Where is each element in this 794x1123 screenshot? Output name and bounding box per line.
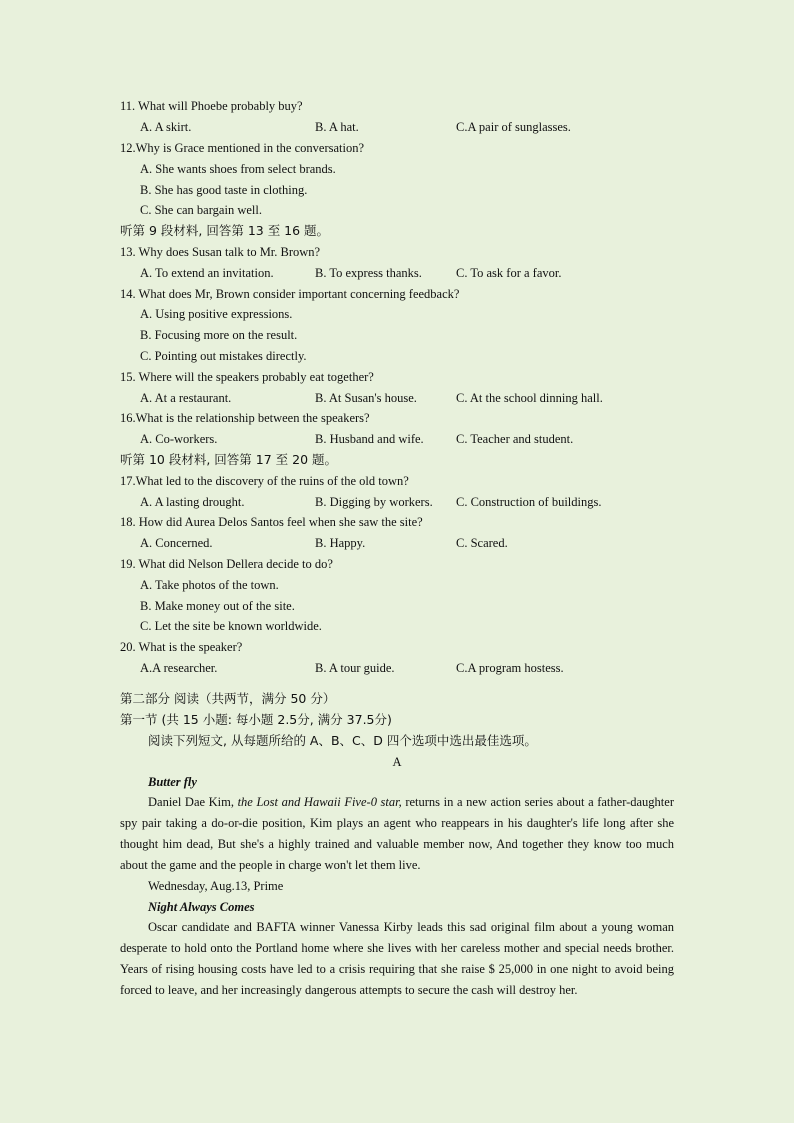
section-10-heading: 听第 10 段材料, 回答第 17 至 20 题。 (120, 452, 338, 467)
q15-option-c: C. At the school dinning hall. (456, 391, 603, 405)
q14-option-a: A. Using positive expressions. (140, 307, 293, 321)
section-1-heading: 第一节 (共 15 小题: 每小题 2.5分, 满分 37.5分) (120, 712, 392, 727)
q11-stem: 11. What will Phoebe probably buy? (120, 99, 303, 113)
q16-option-a: A. Co-workers. (140, 432, 218, 446)
q20-option-c: C.A program hostess. (456, 661, 564, 675)
q20-stem: 20. What is the speaker? (120, 640, 243, 654)
q12-option-b: B. She has good taste in clothing. (140, 183, 308, 197)
paragraph-butterfly (120, 792, 674, 876)
q13-stem: 13. Why does Susan talk to Mr. Brown? (120, 245, 321, 259)
passage-letter: A (392, 755, 402, 769)
q13-option-a: A. To extend an invitation. (140, 266, 274, 280)
q20-option-b: B. A tour guide. (315, 661, 395, 675)
q12-option-c: C. She can bargain well. (140, 203, 262, 217)
q14-stem: 14. What does Mr, Brown consider important concerning feedback? (120, 287, 460, 301)
q14-option-b: B. Focusing more on the result. (140, 328, 298, 342)
q14-option-c: C. Pointing out mistakes directly. (140, 349, 307, 363)
q17-stem: 17.What led to the discovery of the ruins of the old town? (120, 474, 409, 488)
show-title-butterfly: Butter fly (148, 775, 197, 789)
q18-option-b: B. Happy. (315, 536, 366, 550)
q18-option-c: C. Scared. (456, 536, 508, 550)
section-9-heading: 听第 9 段材料, 回答第 13 至 16 题。 (120, 223, 330, 238)
paragraph-butterfly-lead: Daniel Dae Kim, (148, 795, 238, 809)
q17-option-c: C. Construction of buildings. (456, 495, 602, 509)
reading-instructions: 阅读下列短文, 从每题所给的 A、B、C、D 四个选项中选出最佳选项。 (148, 733, 537, 748)
q12-option-a: A. She wants shoes from select brands. (140, 162, 336, 176)
q18-option-a: A. Concerned. (140, 536, 213, 550)
q16-option-c: C. Teacher and student. (456, 432, 574, 446)
q15-stem: 15. Where will the speakers probably eat together? (120, 370, 374, 384)
q15-option-a: A. At a restaurant. (140, 391, 232, 405)
q15-option-b: B. At Susan's house. (315, 391, 417, 405)
q16-option-b: B. Husband and wife. (315, 432, 424, 446)
q17-option-a: A. A lasting drought. (140, 495, 245, 509)
q20-option-a: A.A researcher. (140, 661, 218, 675)
q19-option-c: C. Let the site be known worldwide. (140, 619, 322, 633)
q18-stem: 18. How did Aurea Delos Santos feel when she saw the site? (120, 515, 423, 529)
paragraph-butterfly-rest: returns in a new action series about a father-daughter spy pair taking a do-or-die position, Kim plays an agent who reappears in his daughter's life long after she thought him dead, But she's a highly trained and valuable member now, And together they know too much about the game and the people in charge won't let them live. (120, 795, 674, 872)
q11-option-c: C.A pair of sunglasses. (456, 120, 571, 134)
schedule-line: Wednesday, Aug.13, Prime (148, 879, 284, 893)
q16-stem: 16.What is the relationship between the speakers? (120, 411, 370, 425)
q19-stem: 19. What did Nelson Dellera decide to do? (120, 557, 333, 571)
paragraph-butterfly-italic: the Lost and Hawaii Five-0 star, (237, 795, 402, 809)
q12-stem: 12.Why is Grace mentioned in the conversation? (120, 141, 365, 155)
part-2-heading: 第二部分 阅读（共两节，满分 50 分） (120, 691, 336, 706)
paragraph-night-always-comes: Oscar candidate and BAFTA winner Vanessa Kirby leads this sad original film about a young woman desperate to hold onto the Portland home where she lives with her careless mother and special needs brother. Years of rising housing costs have led to a crisis requiring that she raise $ 25,000 in one night to avoid being forced to leave, and her increasingly dangerous attempts to secure the cash will destroy her. (120, 920, 674, 997)
q19-option-b: B. Make money out of the site. (140, 599, 295, 613)
q17-option-b: B. Digging by workers. (315, 495, 433, 509)
q19-option-a: A. Take photos of the town. (140, 578, 279, 592)
show-title-night-always-comes: Night Always Comes (148, 900, 255, 914)
q11-option-a: A. A skirt. (140, 120, 192, 134)
q11-option-b: B. A hat. (315, 120, 359, 134)
q13-option-c: C. To ask for a favor. (456, 266, 562, 280)
q13-option-b: B. To express thanks. (315, 266, 422, 280)
